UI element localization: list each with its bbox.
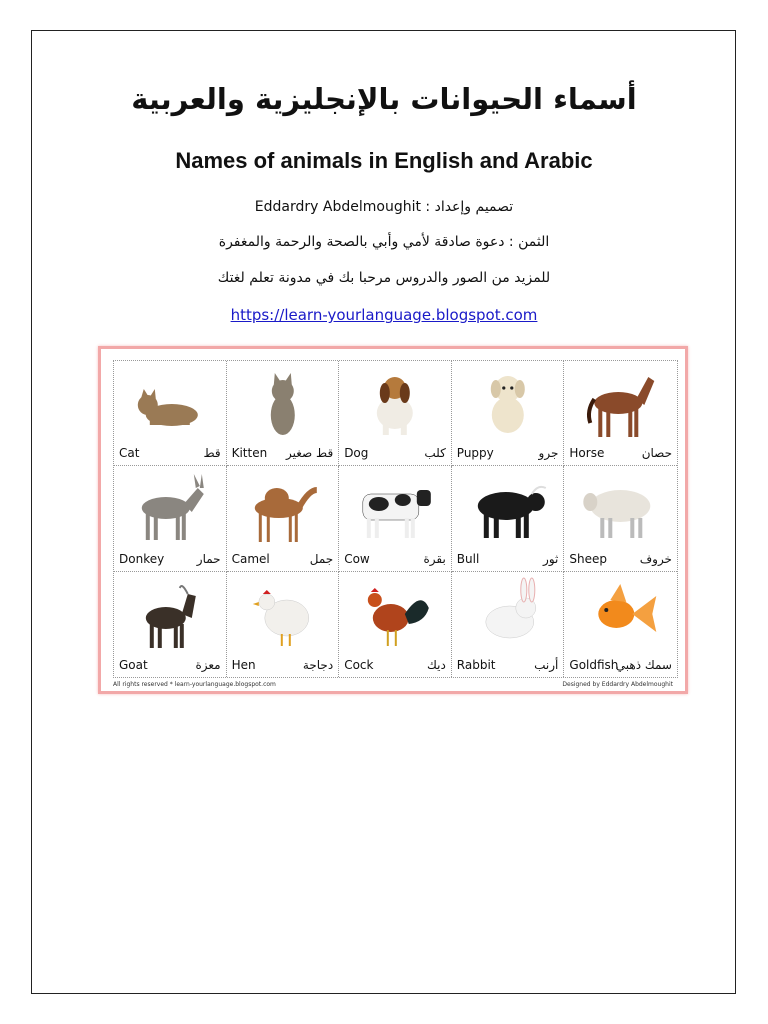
animal-name-english: Goat: [119, 658, 148, 672]
price-line: الثمن : دعوة صادقة لأمي وأبي بالصحة والرحمة والمغفرة: [218, 234, 550, 250]
designer-line: Eddardry Abdelmoughit : تصميم وإعداد: [254, 199, 514, 215]
camel-icon: [227, 468, 339, 548]
title-english: Names of animals in English and Arabic: [175, 148, 593, 173]
animal-name-arabic: كلب: [424, 446, 446, 461]
animal-name-english: Kitten: [231, 446, 268, 461]
animal-cell-bull: [452, 466, 565, 571]
animal-cell-rabbit: [452, 572, 565, 677]
bull-icon: [452, 468, 564, 548]
donkey-icon: [114, 468, 226, 548]
animal-name-arabic: قط صغير: [286, 446, 334, 461]
animal-cell-goat: [114, 572, 227, 677]
puppy-icon: [452, 363, 564, 443]
animal-name-arabic: حصان: [641, 446, 672, 461]
animal-name-english: Sheep: [569, 551, 607, 566]
animal-cell-horse: [564, 361, 677, 466]
animal-name-arabic: دجاجة: [302, 658, 334, 672]
animal-name-arabic: ديك: [427, 658, 446, 672]
goat-icon: [114, 574, 226, 654]
animal-cell-cat: [114, 361, 227, 466]
animal-name-english: Rabbit: [456, 658, 496, 672]
animals-grid: [113, 360, 678, 678]
dog-icon: [339, 363, 451, 443]
goldfish-icon: [564, 574, 677, 654]
animal-name-arabic: ثور: [543, 551, 559, 566]
sheep-icon: [564, 468, 677, 548]
animal-name-arabic: حمار: [196, 551, 221, 566]
animal-cell-sheep: [564, 466, 677, 571]
animal-name-english: Dog: [344, 446, 369, 461]
cock-icon: [339, 574, 451, 654]
animal-cell-cock: [339, 572, 452, 677]
animal-name-english: Cat: [119, 446, 140, 461]
animal-cell-kitten: [227, 361, 340, 466]
animal-name-english: Bull: [456, 551, 480, 566]
animal-cell-camel: [227, 466, 340, 571]
hen-icon: [227, 574, 339, 654]
animal-name-english: Puppy: [456, 446, 494, 461]
card-footer-right: Designed by Eddardry Abdelmoughit: [562, 681, 673, 688]
animal-cell-cow: [339, 466, 452, 571]
horse-icon: [564, 363, 677, 443]
animal-name-english: Donkey: [119, 551, 165, 566]
animal-name-arabic: جرو: [538, 446, 559, 461]
title-arabic: أسماء الحيوانات بالإنجليزية والعربية: [131, 82, 637, 116]
animal-name-english: Horse: [569, 446, 605, 461]
animal-cell-puppy: [452, 361, 565, 466]
animal-name-arabic: سمك ذهبي: [615, 658, 672, 672]
animal-name-arabic: جمل: [309, 551, 334, 566]
animal-cell-hen: [227, 572, 340, 677]
animals-card: [98, 346, 688, 694]
blog-link-row: [0, 306, 768, 324]
animal-name-english: Cock: [344, 658, 374, 672]
animal-cell-goldfish: [564, 572, 677, 677]
animal-name-arabic: بقرة: [423, 551, 446, 566]
animal-name-arabic: معزة: [195, 658, 221, 672]
card-footer-left: All rights reserved * learn-yourlanguage.blogspot.com: [113, 681, 276, 688]
cat-icon: [114, 363, 226, 443]
more-line: للمزيد من الصور والدروس مرحبا بك في مدونة تعلم لغتك: [217, 270, 551, 286]
animal-name-arabic: أرنب: [534, 658, 559, 672]
rabbit-icon: [452, 574, 564, 654]
animal-name-arabic: قط: [203, 446, 221, 461]
animal-name-english: Camel: [231, 551, 270, 566]
kitten-icon: [227, 363, 339, 443]
cow-icon: [339, 468, 451, 548]
animal-name-english: Cow: [344, 551, 370, 566]
animal-cell-donkey: [114, 466, 227, 571]
animal-name-english: Goldfish: [569, 658, 619, 672]
blog-link[interactable]: https://learn-yourlanguage.blogspot.com: [230, 306, 538, 324]
animal-cell-dog: [339, 361, 452, 466]
animal-name-arabic: خروف: [639, 551, 672, 566]
animal-name-english: Hen: [231, 658, 256, 672]
